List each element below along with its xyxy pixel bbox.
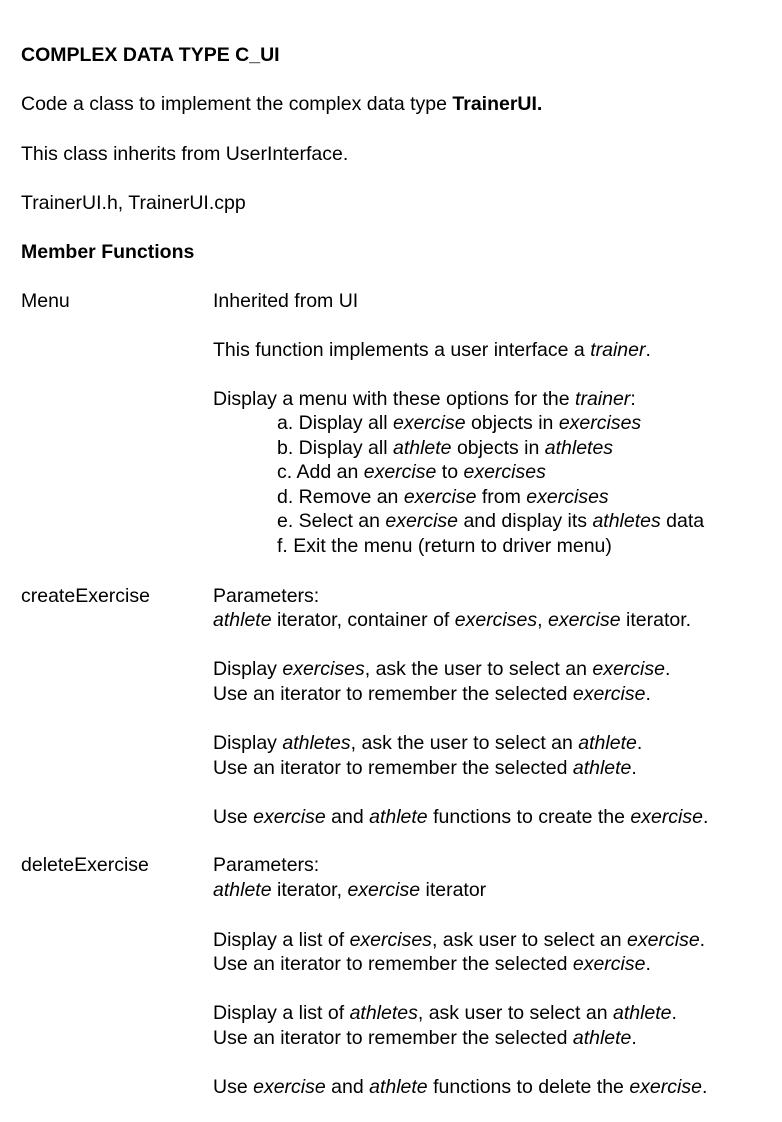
files-text: TrainerUI.h, TrainerUI.cpp	[21, 192, 246, 214]
create-exercise-line: Display exercises, ask the user to select an exercise.	[213, 658, 671, 680]
menu-options-intro: Display a menu with these options for the trainer:	[213, 388, 636, 410]
create-exercise-line: Parameters:	[213, 585, 320, 607]
inherits-text: This class inherits from UserInterface.	[21, 143, 349, 165]
menu-option: c. Add an exercise to exercises	[277, 461, 546, 483]
delete-exercise-line: Use an iterator to remember the selected athlete.	[213, 1027, 637, 1049]
create-exercise-line: athlete iterator, container of exercises, exercise iterator.	[213, 609, 692, 631]
delete-exercise-line: Use exercise and athlete functions to delete the exercise.	[213, 1076, 708, 1098]
delete-exercise-function-name: deleteExercise	[21, 854, 149, 876]
menu-inherited: Inherited from UI	[213, 290, 359, 312]
menu-option: a. Display all exercise objects in exercises	[277, 412, 642, 434]
menu-option: e. Select an exercise and display its athletes data	[277, 510, 705, 532]
create-exercise-line: Use an iterator to remember the selected athlete.	[213, 757, 637, 779]
delete-exercise-line: Parameters:	[213, 854, 320, 876]
menu-function-name: Menu	[21, 290, 70, 312]
create-exercise-function-name: createExercise	[21, 585, 150, 607]
menu-option: d. Remove an exercise from exercises	[277, 486, 609, 508]
member-functions-heading: Member Functions	[21, 241, 195, 263]
delete-exercise-line: Display a list of exercises, ask user to select an exercise.	[213, 929, 706, 951]
delete-exercise-line: athlete iterator, exercise iterator	[213, 879, 487, 901]
create-exercise-line: Use an iterator to remember the selected exercise.	[213, 683, 651, 705]
intro-text: Code a class to implement the complex data type TrainerUI.	[21, 93, 543, 115]
create-exercise-line: Use exercise and athlete functions to create the exercise.	[213, 806, 709, 828]
menu-option: f. Exit the menu (return to driver menu)	[277, 535, 612, 557]
delete-exercise-line: Display a list of athletes, ask user to select an athlete.	[213, 1002, 677, 1024]
menu-option: b. Display all athlete objects in athletes	[277, 437, 614, 459]
class-name: TrainerUI.	[452, 93, 543, 115]
create-exercise-line: Display athletes, ask the user to select an athlete.	[213, 732, 643, 754]
delete-exercise-line: Use an iterator to remember the selected exercise.	[213, 953, 651, 975]
menu-description: This function implements a user interface a trainer.	[213, 339, 651, 361]
page-title: COMPLEX DATA TYPE C_UI	[21, 44, 280, 66]
